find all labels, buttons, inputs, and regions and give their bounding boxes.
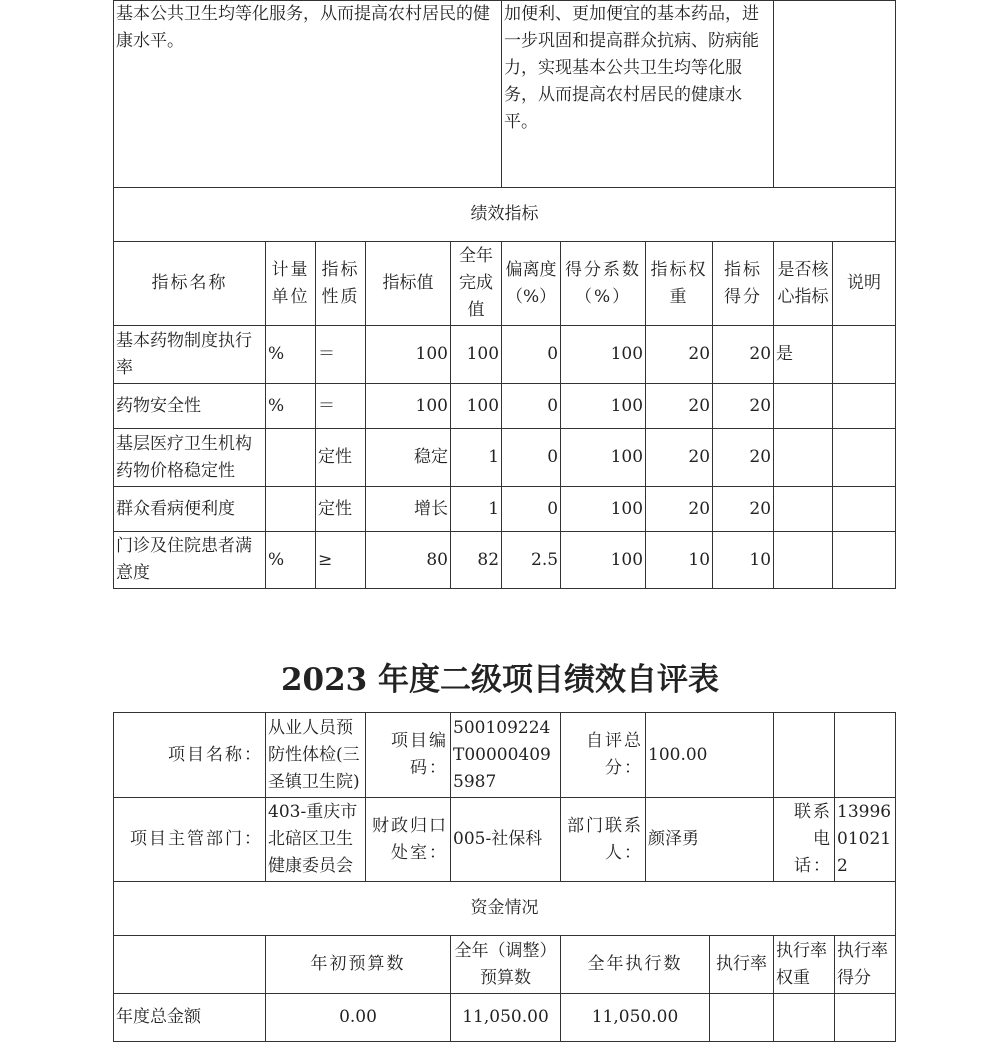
dept-label: 项目主管部门： [114,798,266,882]
score-coefficient: 100 [561,326,646,384]
note [833,532,896,589]
indicator-name: 基层医疗卫生机构药物价格稳定性 [114,429,266,487]
project-code: 500109224T000004095987 [451,713,561,798]
execution-rate [710,994,774,1042]
note [833,384,896,429]
funds-row-label: 年度总金额 [114,994,266,1042]
weight: 20 [646,384,713,429]
weight: 20 [646,326,713,384]
actual-value: 100 [451,384,502,429]
deviation: 0 [502,429,561,487]
note [833,487,896,532]
page-title: 2023 年度二级项目绩效自评表 [280,662,720,698]
target-value: 稳定 [366,429,451,487]
header-cell: 全年完成值 [451,242,502,326]
header-cell: 执行率得分 [835,936,896,994]
header-cell: 指标名称 [114,242,266,326]
table-row [114,384,896,429]
executed: 11,050.00 [561,994,710,1042]
nature: 定性 [316,487,366,532]
table-row [114,994,896,1042]
contact-label: 部门联系人： [561,798,646,882]
score-coefficient: 100 [561,384,646,429]
header-row [114,242,896,326]
target-value: 100 [366,326,451,384]
empty-cell [835,713,896,798]
actual-value: 1 [451,429,502,487]
project-name: 从业人员预防性体检(三圣镇卫生院) [266,713,366,798]
self-score-label: 自评总分： [561,713,646,798]
indicator-name: 药物安全性 [114,384,266,429]
core-flag: 是 [774,326,833,384]
header-cell: 是否核心指标 [774,242,833,326]
unit [266,429,316,487]
table-row [114,532,896,589]
note [833,326,896,384]
indicator-name: 基本药物制度执行率 [114,326,266,384]
target-value: 80 [366,532,451,589]
header-cell: 全年执行数 [561,936,710,994]
execution-weight [774,994,835,1042]
finance-label: 财政归口处室： [366,798,451,882]
header-cell: 指标性质 [316,242,366,326]
dept: 403-重庆市北碚区卫生健康委员会 [266,798,366,882]
budget-adjusted: 11,050.00 [451,994,561,1042]
unit: % [266,532,316,589]
score: 20 [713,429,774,487]
self-score: 100.00 [646,713,774,798]
unit: % [266,384,316,429]
actual-value: 1 [451,487,502,532]
empty-cell [114,936,266,994]
finance: 005-社保科 [451,798,561,882]
nature: 定性 [316,429,366,487]
deviation: 0 [502,326,561,384]
header-cell: 执行率 [710,936,774,994]
empty-cell [774,713,835,798]
unit [266,487,316,532]
project-info-table [113,712,896,1042]
performance-table [113,0,896,589]
contact: 颜泽勇 [646,798,774,882]
project-name-label: 项目名称： [114,713,266,798]
budget-initial: 0.00 [266,994,451,1042]
phone: 13996010212 [835,798,896,882]
deviation: 0 [502,487,561,532]
execution-score [835,994,896,1042]
header-cell: 得分系数（%） [561,242,646,326]
score: 20 [713,384,774,429]
header-cell: 全年（调整）预算数 [451,936,561,994]
indicator-name: 群众看病便利度 [114,487,266,532]
header-cell: 执行率权重 [774,936,835,994]
weight: 20 [646,429,713,487]
nature: ＝ [316,326,366,384]
score-coefficient: 100 [561,487,646,532]
note [833,429,896,487]
description-cell-b: 加便利、更加便宜的基本药品，进一步巩固和提高群众抗病、防病能力，实现基本公共卫生均等化服务，从而提高农村居民的健康水平。 [502,1,774,188]
unit: % [266,326,316,384]
header-cell: 计量单位 [266,242,316,326]
weight: 20 [646,487,713,532]
score: 20 [713,326,774,384]
actual-value: 82 [451,532,502,589]
core-flag [774,532,833,589]
indicator-name: 门诊及住院患者满意度 [114,532,266,589]
nature: ≥ [316,532,366,589]
core-flag [774,384,833,429]
deviation: 2.5 [502,532,561,589]
score-coefficient: 100 [561,429,646,487]
core-flag [774,487,833,532]
header-cell: 指标得分 [713,242,774,326]
section-title-performance: 绩效指标 [114,188,896,242]
nature: ＝ [316,384,366,429]
target-value: 100 [366,384,451,429]
description-cell-c [774,1,896,188]
actual-value: 100 [451,326,502,384]
funds-header-row [114,936,896,994]
description-row [114,1,896,188]
project-code-label: 项目编码： [366,713,451,798]
table-row [114,429,896,487]
deviation: 0 [502,384,561,429]
header-cell: 年初预算数 [266,936,451,994]
weight: 10 [646,532,713,589]
table-row [114,487,896,532]
target-value: 增长 [366,487,451,532]
header-cell: 指标权重 [646,242,713,326]
header-cell: 指标值 [366,242,451,326]
header-cell: 偏离度（%） [502,242,561,326]
header-cell: 说明 [833,242,896,326]
score-coefficient: 100 [561,532,646,589]
score: 10 [713,532,774,589]
score: 20 [713,487,774,532]
table-row [114,326,896,384]
phone-label: 联系电话： [774,798,835,882]
core-flag [774,429,833,487]
description-cell-a: 基本公共卫生均等化服务，从而提高农村居民的健康水平。 [114,1,502,188]
section-title-funds: 资金情况 [114,882,896,936]
